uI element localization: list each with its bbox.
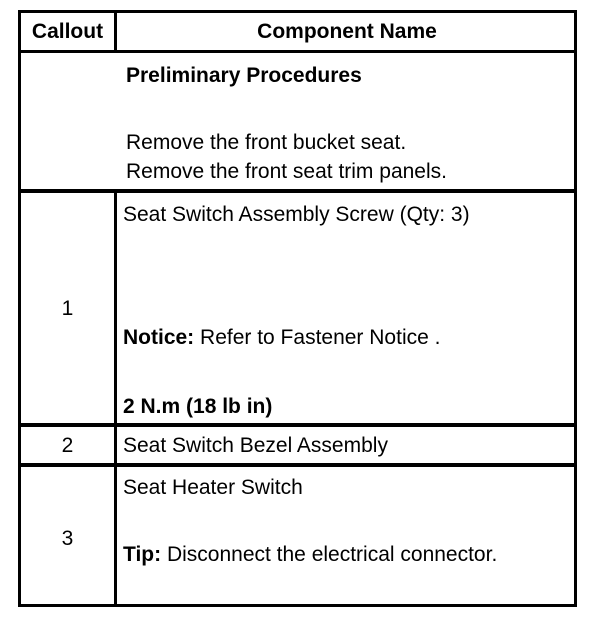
header-divider bbox=[21, 50, 574, 53]
preliminary-step: Remove the front seat trim panels. bbox=[126, 160, 447, 183]
row-component-name: Seat Switch Bezel Assembly bbox=[123, 434, 388, 457]
notice-text: Refer to Fastener Notice . bbox=[194, 326, 441, 349]
header-callout: Callout bbox=[31, 20, 104, 43]
column-divider bbox=[114, 189, 117, 604]
row-component-name: Seat Switch Assembly Screw (Qty: 3) bbox=[123, 203, 470, 226]
row-callout: 3 bbox=[61, 527, 74, 550]
row-callout: 2 bbox=[61, 434, 74, 457]
row-divider bbox=[21, 463, 574, 467]
row-tip bbox=[123, 543, 497, 567]
tip-label: Tip: bbox=[123, 543, 162, 566]
header-component-name: Component Name bbox=[257, 20, 437, 43]
preliminary-step: Remove the front bucket seat. bbox=[126, 131, 407, 154]
preliminary-title: Preliminary Procedures bbox=[126, 64, 362, 87]
components-table bbox=[18, 10, 577, 607]
tip-text: Disconnect the electrical connector. bbox=[161, 543, 498, 566]
notice-label: Notice: bbox=[123, 326, 195, 349]
row-notice bbox=[123, 326, 440, 350]
row-divider bbox=[21, 423, 574, 427]
row-torque: 2 N.m (18 lb in) bbox=[123, 395, 273, 418]
row-callout: 1 bbox=[61, 297, 74, 320]
row-divider bbox=[21, 189, 574, 193]
row-component-name: Seat Heater Switch bbox=[123, 476, 303, 499]
